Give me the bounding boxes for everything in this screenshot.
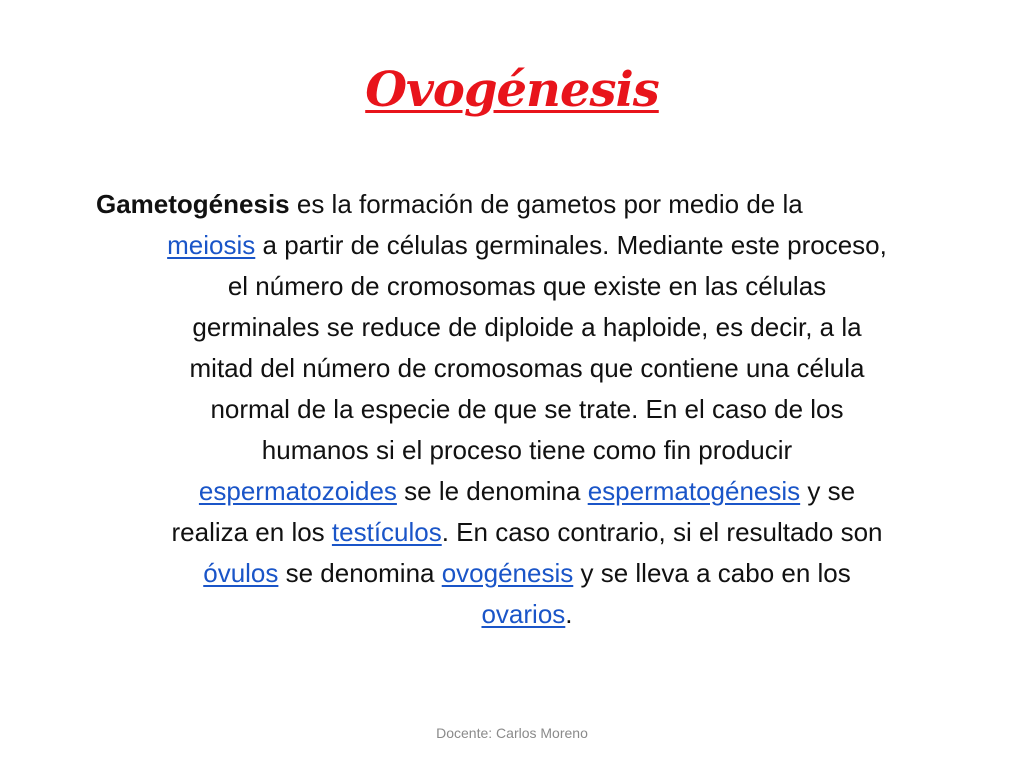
link-test-culos[interactable]: testículos bbox=[331, 517, 442, 547]
paragraph-text: humanos si el proceso tiene como fin producir bbox=[261, 435, 793, 465]
footer-text: Docente: Carlos Moreno bbox=[436, 725, 588, 741]
paragraph-line bbox=[84, 266, 970, 307]
paragraph-line bbox=[84, 389, 970, 430]
paragraph-text: el número de cromosomas que existe en las células bbox=[227, 271, 827, 301]
paragraph-line bbox=[84, 594, 970, 635]
paragraph-text: mitad del número de cromosomas que contiene una célula bbox=[189, 353, 865, 383]
link-espermatog-nesis[interactable]: espermatogénesis bbox=[587, 476, 801, 506]
paragraph-text: normal de la especie de que se trate. En el caso de los bbox=[210, 394, 844, 424]
paragraph-line bbox=[84, 307, 970, 348]
slide-title bbox=[0, 58, 1024, 122]
paragraph-text: se denomina bbox=[278, 558, 442, 588]
paragraph-line bbox=[84, 184, 970, 225]
paragraph-text: germinales se reduce de diploide a haploide, es decir, a la bbox=[192, 312, 862, 342]
slide-title-text: Ovogénesis bbox=[365, 62, 659, 118]
paragraph-line bbox=[84, 430, 970, 471]
paragraph-text: . En caso contrario, si el resultado son bbox=[441, 517, 883, 547]
paragraph-line bbox=[84, 512, 970, 553]
link-meiosis[interactable]: meiosis bbox=[167, 230, 256, 260]
link-ovarios[interactable]: ovarios bbox=[481, 599, 566, 629]
paragraph-text: y se lleva a cabo en los bbox=[573, 558, 851, 588]
paragraph-text: . bbox=[565, 599, 573, 629]
paragraph-line bbox=[84, 348, 970, 389]
paragraph-text: y se bbox=[800, 476, 856, 506]
paragraph-line bbox=[84, 225, 970, 266]
paragraph-text: se le denomina bbox=[396, 476, 588, 506]
body-paragraph bbox=[84, 184, 970, 635]
link-espermatozoides[interactable]: espermatozoides bbox=[198, 476, 397, 506]
bold-term: Gametogénesis bbox=[96, 189, 290, 219]
paragraph-text: es la formación de gametos por medio de la bbox=[289, 189, 803, 219]
paragraph-line bbox=[84, 553, 970, 594]
paragraph-text: a partir de células germinales. Mediante este proceso, bbox=[255, 230, 887, 260]
link--vulos[interactable]: óvulos bbox=[203, 558, 279, 588]
link-ovog-nesis[interactable]: ovogénesis bbox=[441, 558, 574, 588]
paragraph-text: realiza en los bbox=[171, 517, 332, 547]
paragraph-line bbox=[84, 471, 970, 512]
